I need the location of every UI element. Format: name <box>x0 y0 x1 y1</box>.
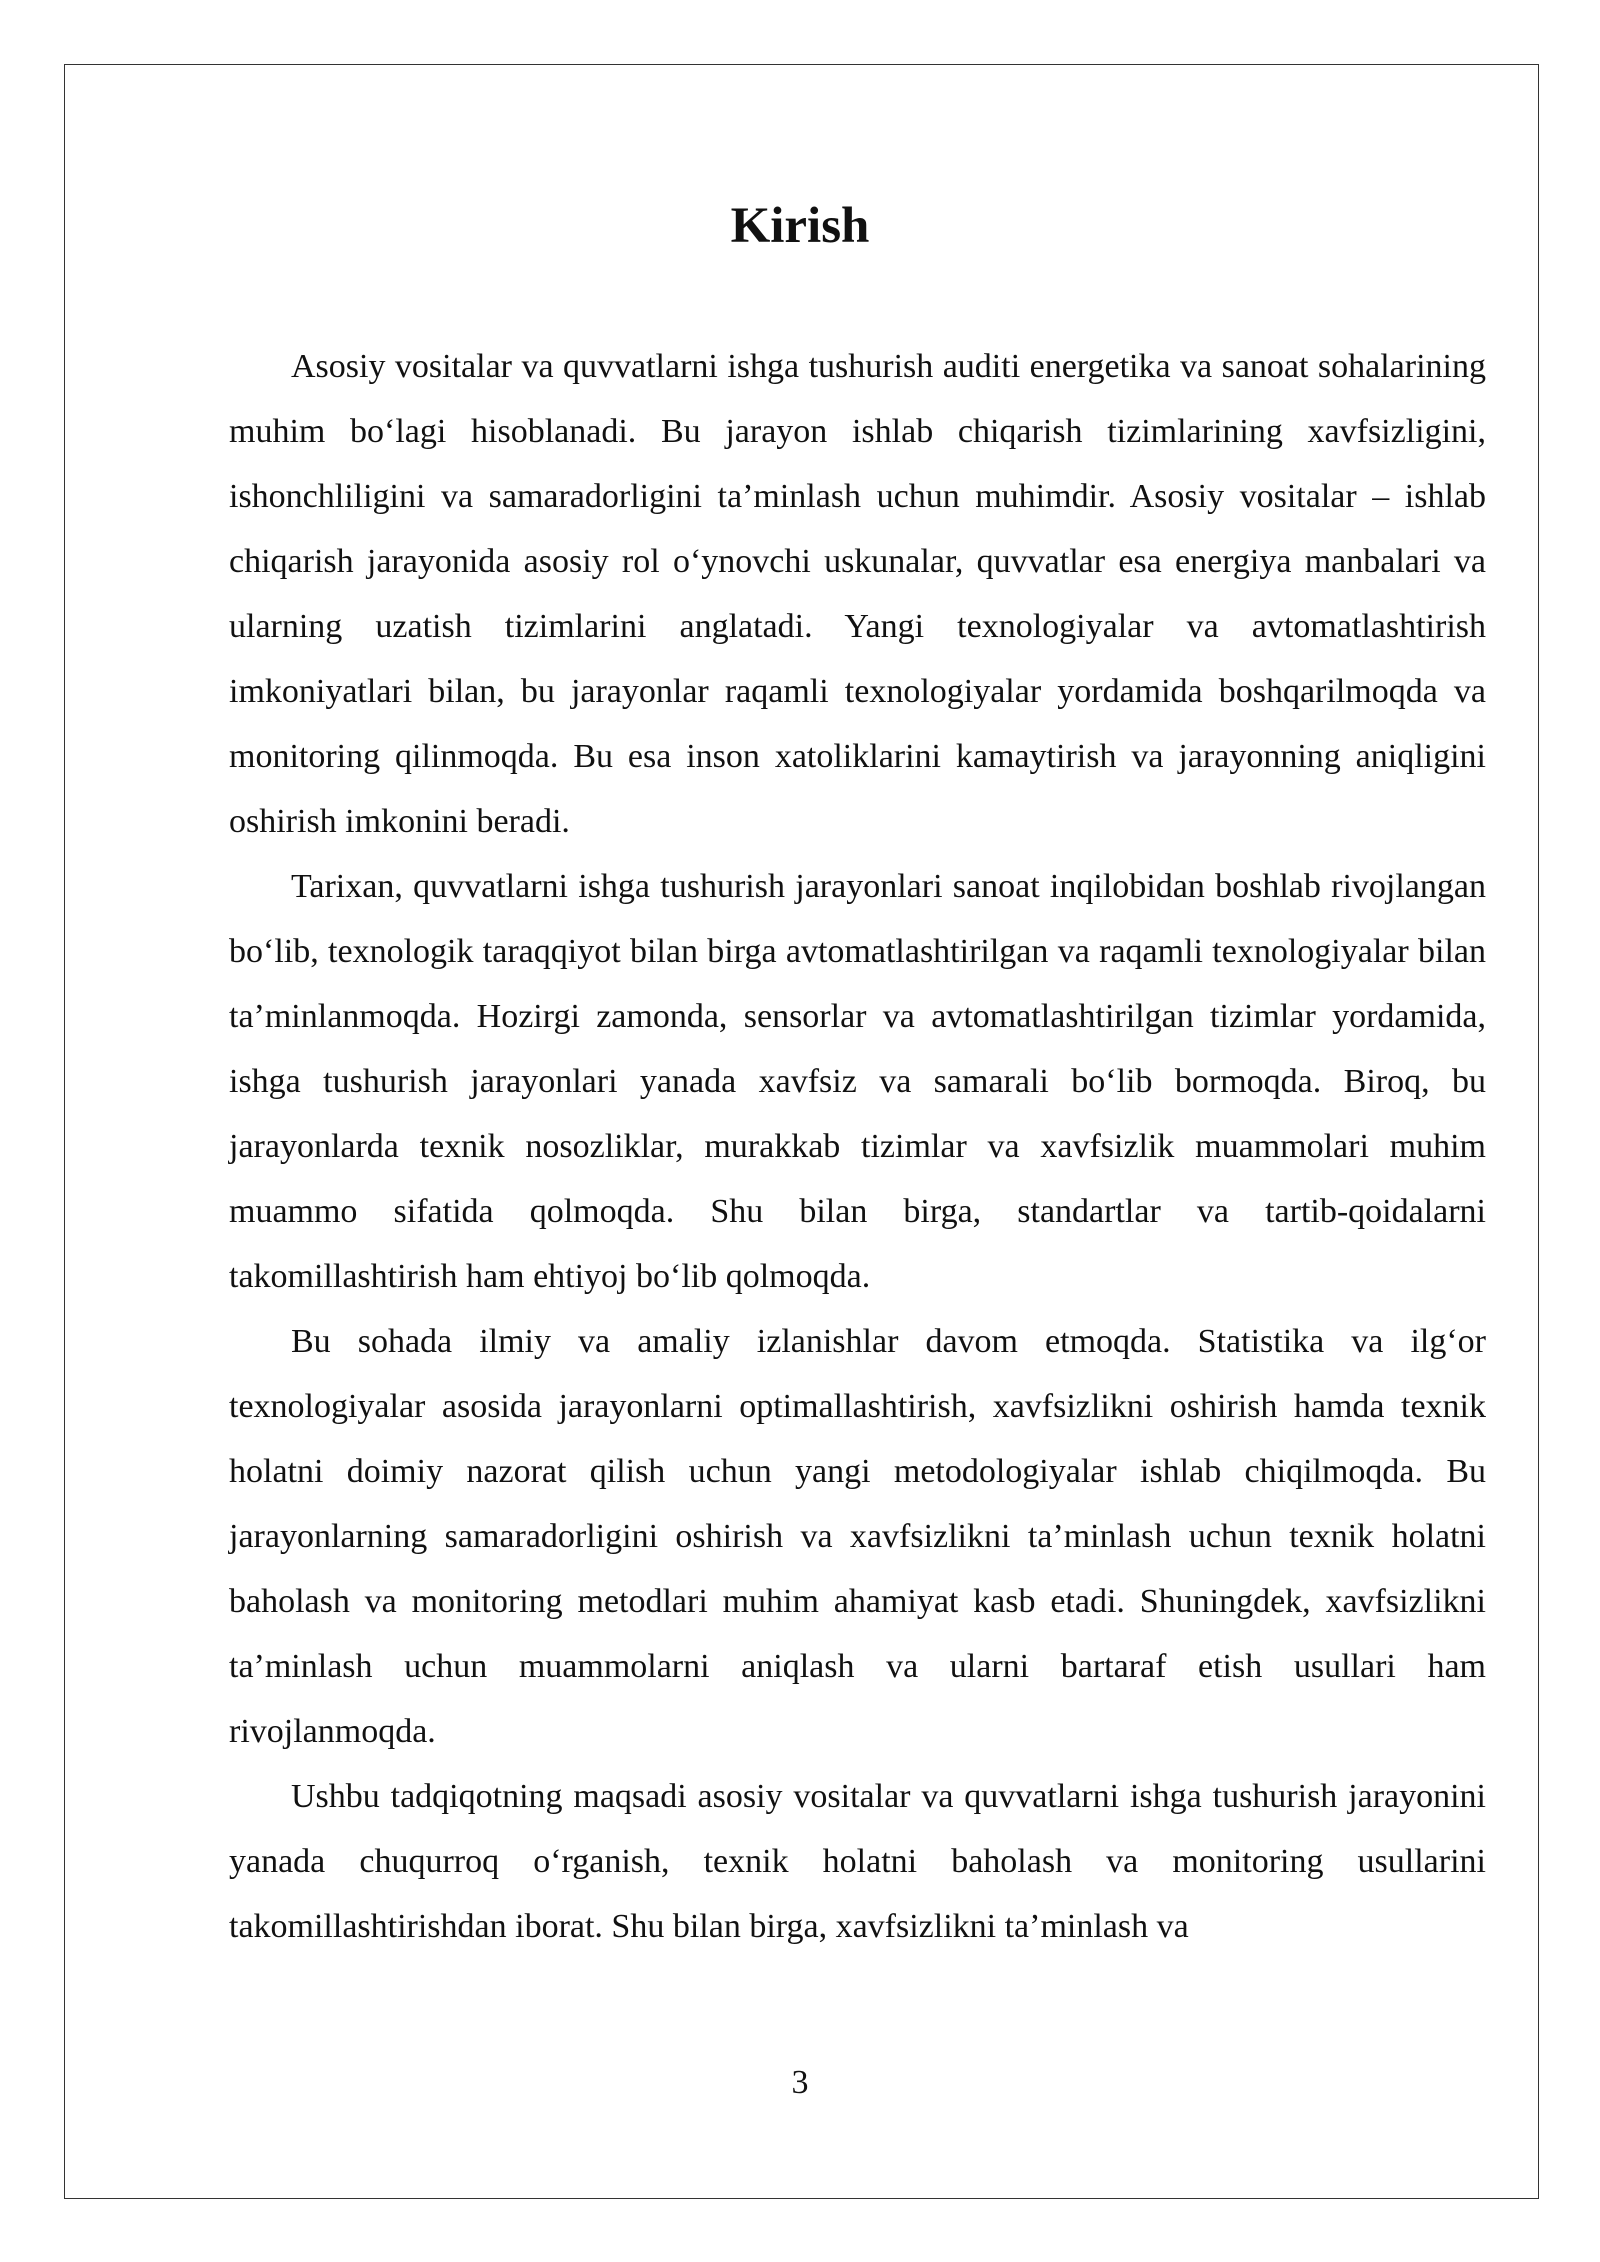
page-number: 3 <box>791 2064 809 2101</box>
paragraph-3: Bu sohada ilmiy va amaliy izlanishlar davom etmoqda. Statistika va ilg‘or texnologiyalar asosida jarayonlarni optimallashtirish, xavfsizlikni oshirish hamda texnik holatni doimiy nazorat qilish uchun yangi metodologiyalar ishlab chiqilmoqda. Bu jarayonlarning samaradorligini oshirish va xavfsizlikni ta’minlash uchun texnik holatni baholash va monitoring metodlari muhim ahamiyat kasb etadi. Shuningdek, xavfsizlikni ta’minlash uchun muammolarni aniqlash va ularni bartaraf etish usullari ham rivojlanmoqda. <box>229 1323 1486 1750</box>
paragraph-2: Tarixan, quvvatlarni ishga tushurish jarayonlari sanoat inqilobidan boshlab rivojlangan bo‘lib, texnologik taraqqiyot bilan birga avtomatlashtirilgan va raqamli texnologiyalar bilan ta’minlanmoqda. Hozirgi zamonda, sensorlar va avtomatlashtirilgan tizimlar yordamida, ishga tushurish jarayonlari yanada xavfsiz va samarali bo‘lib bormoqda. Biroq, bu jarayonlarda texnik nosozliklar, murakkab tizimlar va xavfsizlik muammolari muhim muammo sifatida qolmoqda. Shu bilan birga, standartlar va tartib-qoidalarni takomillashtirish ham ehtiyoj bo‘lib qolmoqda. <box>229 868 1486 1295</box>
paragraph-1: Asosiy vositalar va quvvatlarni ishga tushurish auditi energetika va sanoat sohalarining muhim bo‘lagi hisoblanadi. Bu jarayon ishlab chiqarish tizimlarining xavfsizligini, ishonchliligini va samaradorligini ta’minlash uchun muhimdir. Asosiy vositalar – ishlab chiqarish jarayonida asosiy rol o‘ynovchi uskunalar, quvvatlar esa energiya manbalari va ularning uzatish tizimlarini anglatadi. Yangi texnologiyalar va avtomatlashtirish imkoniyatlari bilan, bu jarayonlar raqamli texnologiyalar yordamida boshqarilmoqda va monitoring qilinmoqda. Bu esa inson xatoliklarini kamaytirish va jarayonning aniqligini oshirish imkonini beradi. <box>229 348 1486 840</box>
body-text <box>229 334 1486 1959</box>
paragraph-4: Ushbu tadqiqotning maqsadi asosiy vositalar va quvvatlarni ishga tushurish jarayonini yanada chuqurroq o‘rganish, texnik holatni baholash va monitoring usullarini takomillashtirishdan iborat. Shu bilan birga, xavfsizlikni ta’minlash va <box>229 1778 1486 1945</box>
section-title: Kirish <box>730 198 870 254</box>
